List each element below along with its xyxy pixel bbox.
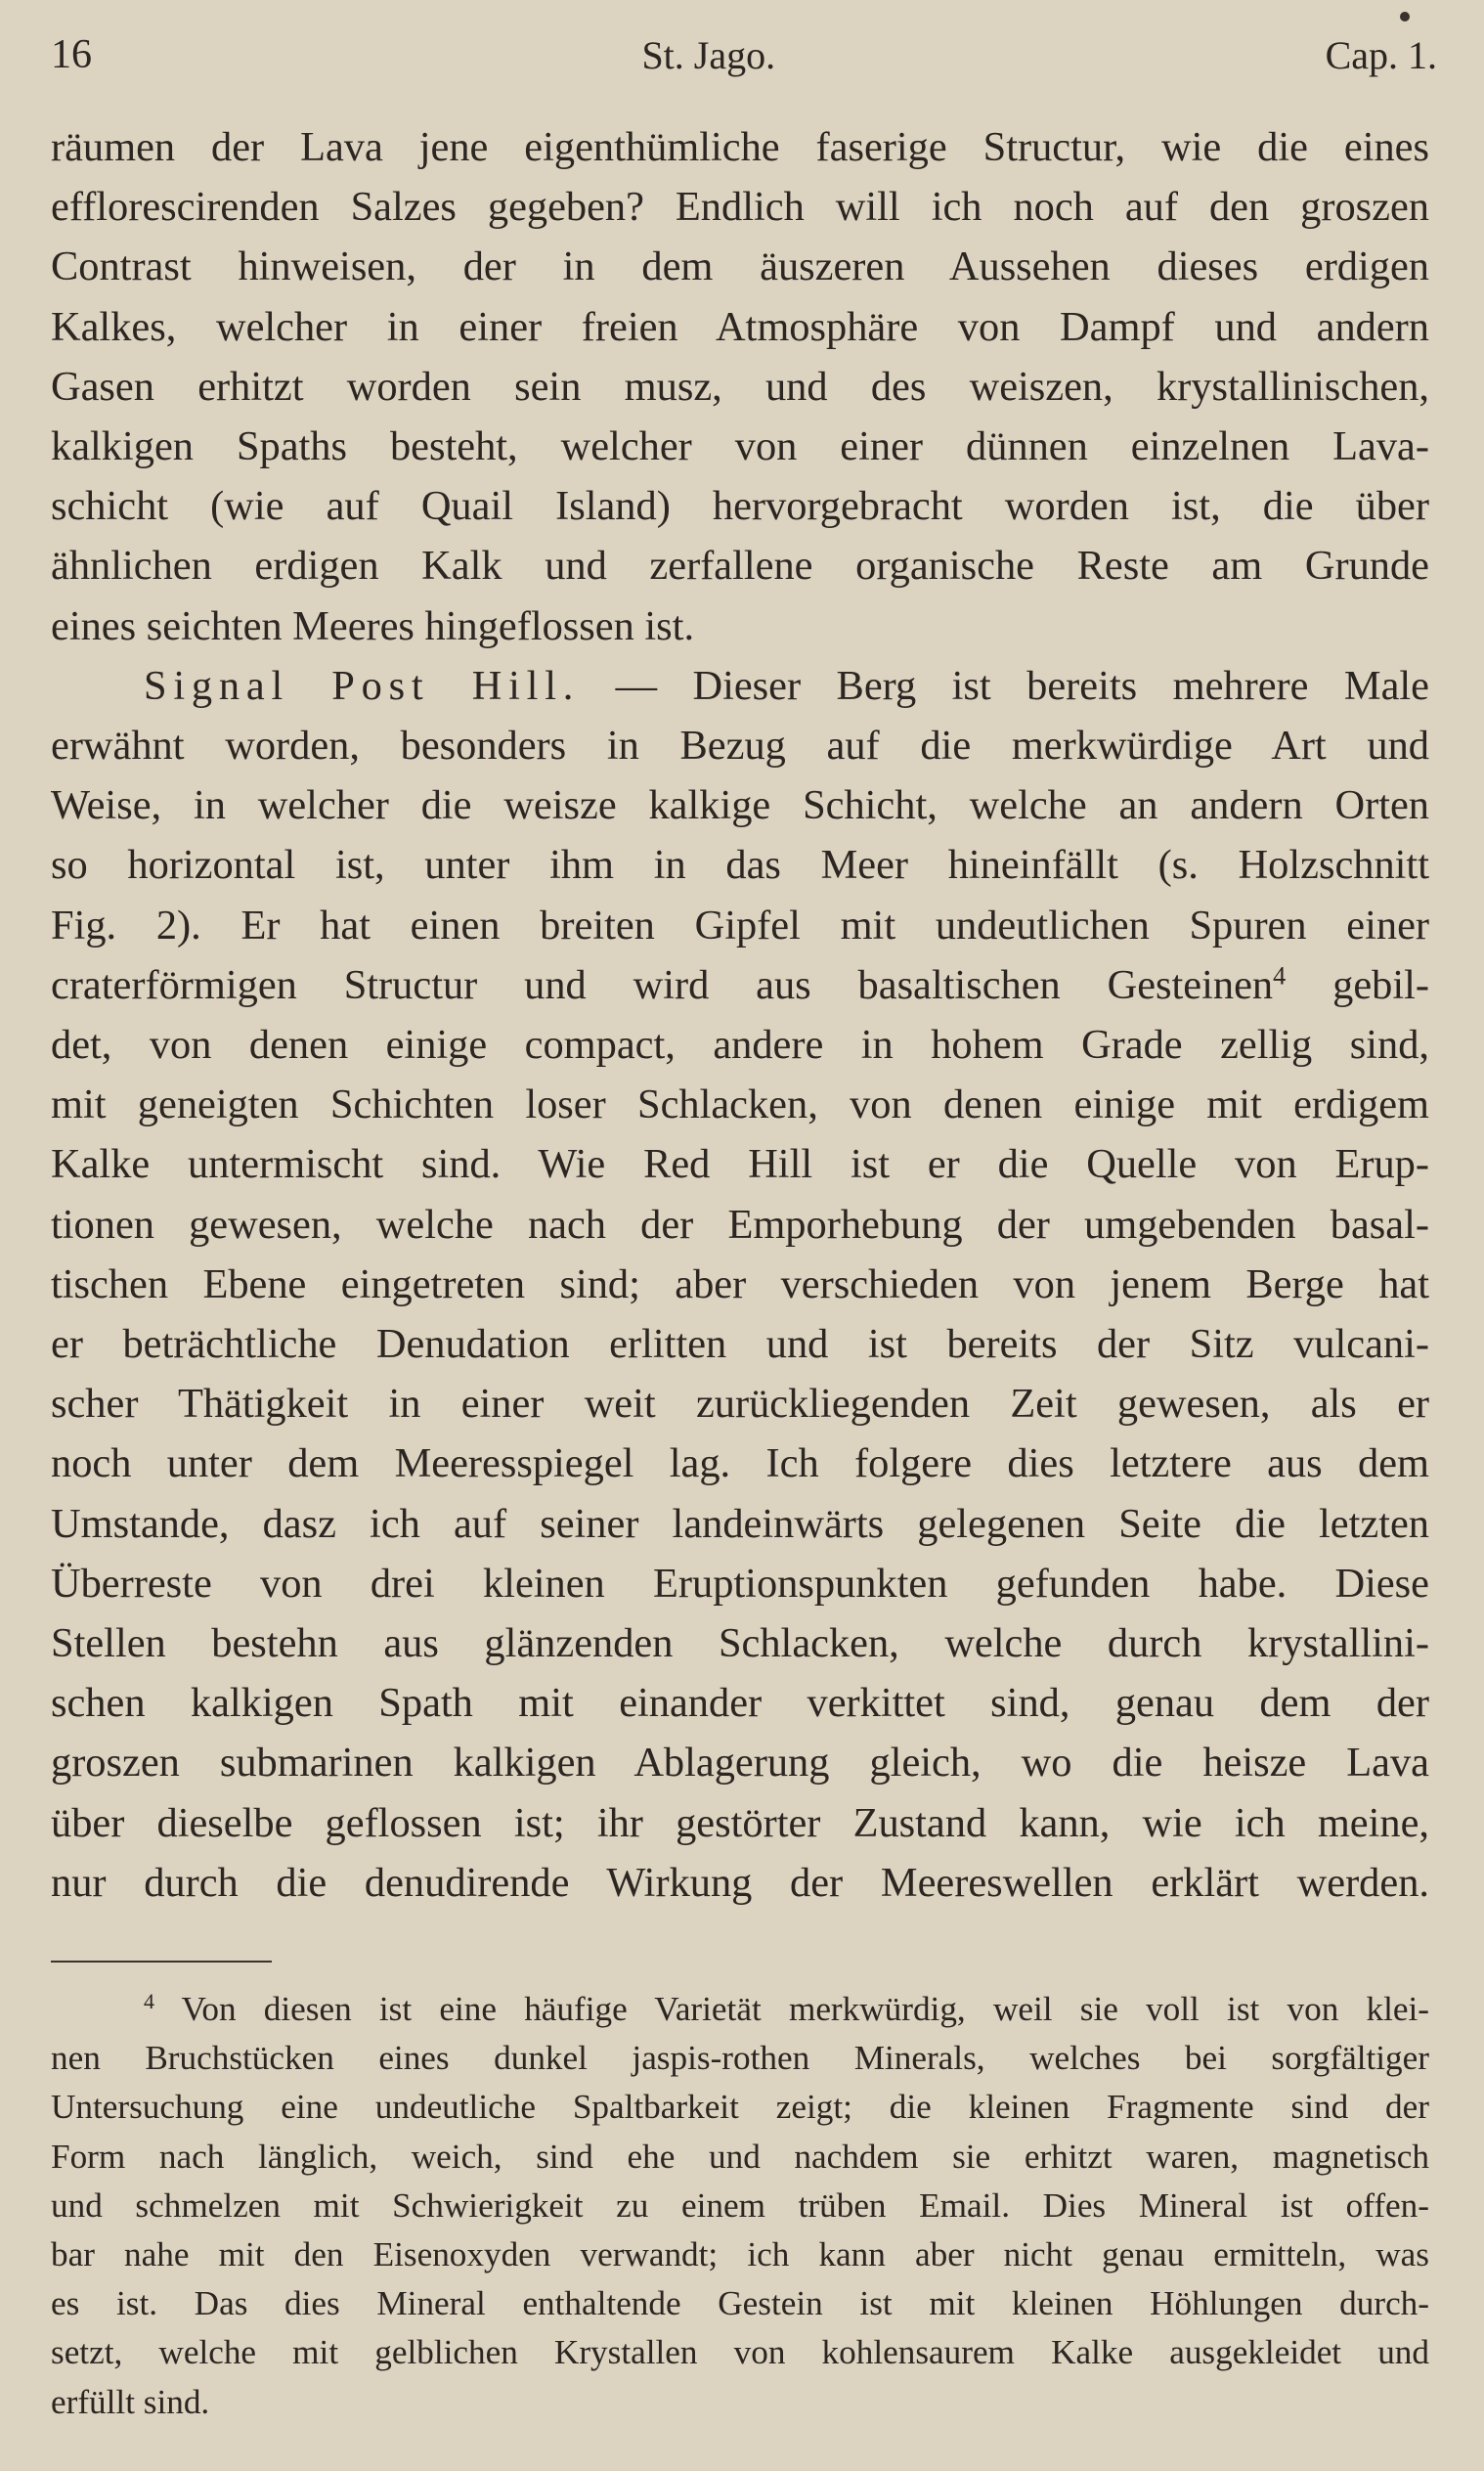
text-line bbox=[51, 955, 1429, 1015]
text-line bbox=[51, 656, 1429, 716]
text-line: schen kalkigen Spath mit einander verkittet sind, genau dem der bbox=[51, 1680, 1429, 1727]
text-line: Weise, in welcher die weisze kalkige Schicht, welche an andern Orten bbox=[51, 782, 1429, 829]
paragraph-1 bbox=[51, 117, 1429, 656]
text-line: Fig. 2). Er hat einen breiten Gipfel mit undeutlichen Spuren einer bbox=[51, 902, 1429, 949]
footnote-line bbox=[51, 1985, 1429, 2034]
chapter-label: Cap. 1. bbox=[1325, 32, 1437, 77]
footnote bbox=[51, 1985, 1429, 2427]
text-line: mit geneigten Schichten loser Schlacken, von denen einige mit erdigem bbox=[51, 1081, 1429, 1128]
paragraph-2 bbox=[51, 656, 1429, 1913]
ink-speck bbox=[1400, 12, 1410, 22]
text-line: kalkigen Spaths besteht, welcher von einer dünnen einzelnen Lava- bbox=[51, 423, 1429, 470]
page-number: 16 bbox=[51, 32, 92, 77]
text-line: det, von denen einige compact, andere in hohem Grade zellig sind, bbox=[51, 1022, 1429, 1069]
text-run: — Dieser Berg ist bereits mehrere Male bbox=[580, 662, 1429, 709]
text-line: noch unter dem Meeresspiegel lag. Ich folgere dies letztere aus dem bbox=[51, 1440, 1429, 1487]
text-line: so horizontal ist, unter ihm in das Meer hineinfällt (s. Holzschnitt bbox=[51, 842, 1429, 889]
text-run: gebil- bbox=[1286, 961, 1429, 1008]
text-line: Contrast hinweisen, der in dem äuszeren Aussehen dieses erdigen bbox=[51, 243, 1429, 290]
footnote-line: setzt, welche mit gelblichen Krystallen von kohlensaurem Kalke ausgekleidet und bbox=[51, 2333, 1429, 2372]
text-line: er beträchtliche Denudation erlitten und ist bereits der Sitz vulcani- bbox=[51, 1321, 1429, 1368]
footnote-line: bar nahe mit den Eisenoxyden verwandt; ich kann aber nicht genau ermitteln, was bbox=[51, 2235, 1429, 2274]
text-line: Kalkes, welcher in einer freien Atmosphäre von Dampf und andern bbox=[51, 303, 1429, 350]
footnote-marker: 4 bbox=[144, 1990, 154, 2013]
text-line: Umstande, dasz ich auf seiner landeinwärts gelegenen Seite die letzten bbox=[51, 1500, 1429, 1547]
text-line: scher Thätigkeit in einer weit zurückliegenden Zeit gewesen, als er bbox=[51, 1381, 1429, 1428]
running-header bbox=[51, 25, 1437, 84]
text-run: Von diesen ist eine häufige Varietät merkwürdig, weil sie voll ist von klei- bbox=[153, 1990, 1429, 2028]
footnote-line: und schmelzen mit Schwierigkeit zu einem trüben Email. Dies Mineral ist offen- bbox=[51, 2185, 1429, 2225]
text-line: tischen Ebene eingetreten sind; aber verschieden von jenem Berge hat bbox=[51, 1260, 1429, 1307]
text-line: eines seichten Meeres hingeflossen ist. bbox=[51, 602, 695, 649]
footnote-divider bbox=[51, 1961, 272, 1963]
text-line: Gasen erhitzt worden sein musz, und des weiszen, krystallinischen, bbox=[51, 363, 1429, 410]
footnote-line: Untersuchung eine undeutliche Spaltbarkeit zeigt; die kleinen Fragmente sind der bbox=[51, 2088, 1429, 2127]
text-line: groszen submarinen kalkigen Ablagerung gleich, wo die heisze Lava bbox=[51, 1740, 1429, 1787]
footnote-line: erfüllt sind. bbox=[51, 2382, 210, 2421]
main-text bbox=[51, 117, 1429, 1913]
text-line: Überreste von drei kleinen Eruptionspunkten gefunden habe. Diese bbox=[51, 1560, 1429, 1607]
text-line: efflorescirenden Salzes gegeben? Endlich will ich noch auf den groszen bbox=[51, 184, 1429, 231]
text-line: Stellen bestehn aus glänzenden Schlacken, welche durch krystallini- bbox=[51, 1620, 1429, 1667]
text-line: tionen gewesen, welche nach der Emporhebung der umgebenden basal- bbox=[51, 1201, 1429, 1248]
text-run: craterförmigen Structur und wird aus basaltischen Gesteinen bbox=[51, 961, 1274, 1008]
running-title: St. Jago. bbox=[641, 32, 776, 77]
text-line: über dieselbe geflossen ist; ihr gestörter Zustand kann, wie ich meine, bbox=[51, 1799, 1429, 1846]
footnote-line: es ist. Das dies Mineral enthaltende Gestein ist mit kleinen Höhlungen durch- bbox=[51, 2284, 1429, 2323]
text-line: nur durch die denudirende Wirkung der Meereswellen erklärt werden. bbox=[51, 1859, 1429, 1906]
text-line: Kalke untermischt sind. Wie Red Hill ist er die Quelle von Erup- bbox=[51, 1141, 1429, 1188]
text-line: ähnlichen erdigen Kalk und zerfallene organische Reste am Grunde bbox=[51, 543, 1429, 590]
text-line: erwähnt worden, besonders in Bezug auf die merkwürdige Art und bbox=[51, 723, 1429, 770]
section-title: Signal Post Hill. bbox=[144, 662, 581, 709]
footnote-line: Form nach länglich, weich, sind ehe und nachdem sie erhitzt waren, magnetisch bbox=[51, 2137, 1429, 2176]
text-line: schicht (wie auf Quail Island) hervorgebracht worden ist, die über bbox=[51, 483, 1429, 530]
text-line: räumen der Lava jene eigenthümliche faserige Structur, wie die eines bbox=[51, 124, 1429, 170]
footnote-reference: 4 bbox=[1273, 961, 1287, 991]
footnote-line: nen Bruchstücken eines dunkel jaspis-rothen Minerals, welches bei sorgfältiger bbox=[51, 2039, 1429, 2078]
